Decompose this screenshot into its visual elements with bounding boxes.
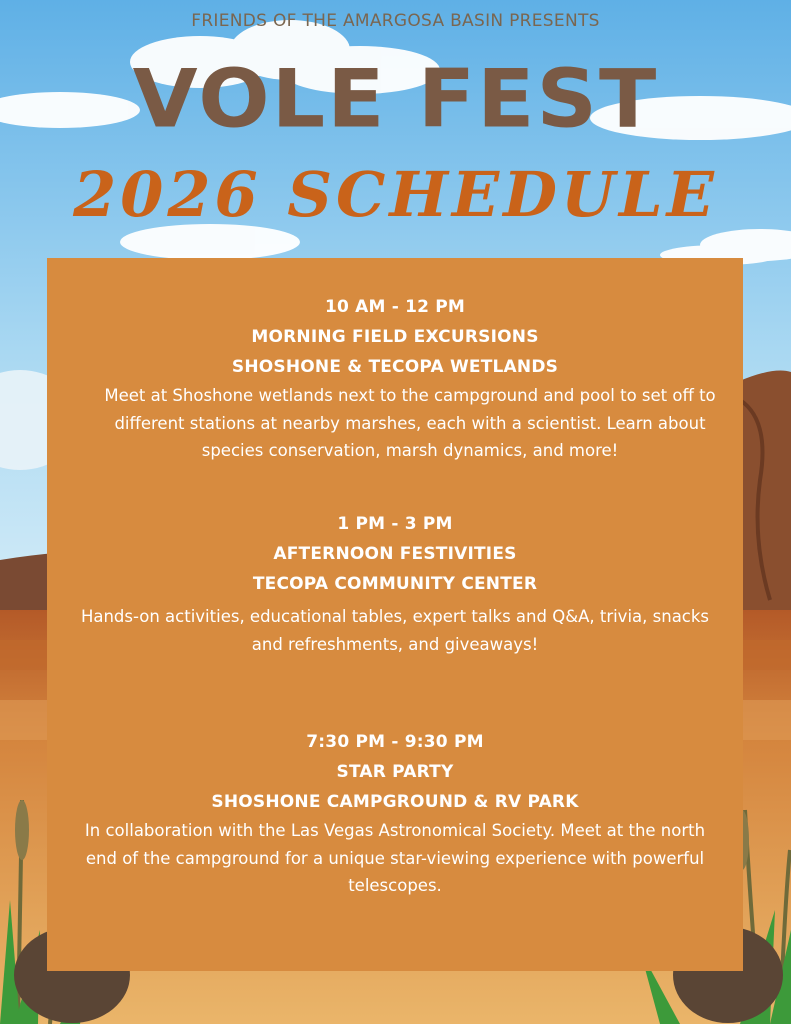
event-location: TECOPA COMMUNITY CENTER [252,574,538,594]
presenter-text: FRIENDS OF THE AMARGOSA BASIN PRESENTS [191,11,600,31]
event-time: 1 PM - 3 PM [337,514,453,534]
schedule-title: 2026 SCHEDULE [73,158,718,231]
event-location: SHOSHONE & TECOPA WETLANDS [231,357,559,377]
event-time: 7:30 PM - 9:30 PM [306,732,484,752]
event-description: In collaboration with the Las Vegas Astronomical Society. Meet at the north end of the campground for a unique star-viewing experience with powerful telescopes. [84,821,706,895]
event-description: Meet at Shoshone wetlands next to the campground and pool to set off to different stations at nearby marshes, each with a scientist. Learn about species conservation, marsh dynamics, and more! [104,386,716,460]
event-block [47,292,743,465]
event-description: Hands-on activities, educational tables, expert talks and Q&A, trivia, snacks and refreshments, and giveaways! [80,607,710,654]
event-block [47,509,743,658]
event-name: AFTERNOON FESTIVITIES [273,544,517,564]
event-block [47,727,743,900]
event-title: VOLE FEST [132,52,659,146]
schedule-panel [47,258,743,971]
event-name: STAR PARTY [336,762,454,782]
event-name: MORNING FIELD EXCURSIONS [251,327,539,347]
event-location: SHOSHONE CAMPGROUND & RV PARK [211,792,579,812]
event-time: 10 AM - 12 PM [324,297,466,317]
